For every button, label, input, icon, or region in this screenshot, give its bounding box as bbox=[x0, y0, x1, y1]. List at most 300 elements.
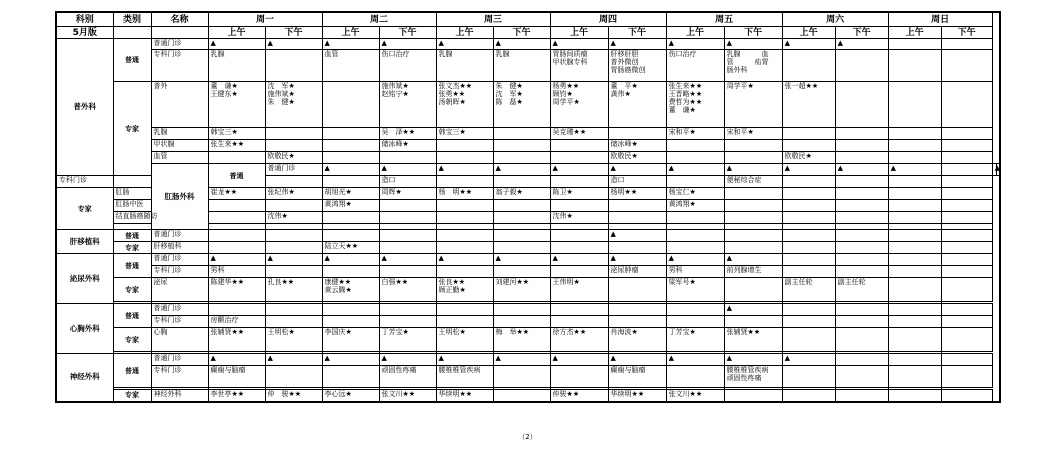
am-slot-cell: 杨宝仁★ bbox=[666, 188, 724, 200]
pm-slot-cell bbox=[493, 242, 550, 254]
pm-slot-cell bbox=[608, 278, 666, 302]
pm-slot-cell: 沈 军★ 施伟斌★ 朱 健★ bbox=[265, 82, 322, 128]
pm-slot-cell bbox=[835, 328, 888, 352]
clinic-name-cell: 专科门诊 bbox=[151, 316, 208, 328]
am-slot-cell bbox=[782, 316, 835, 328]
pm-slot-cell bbox=[265, 176, 322, 188]
am-slot-cell: 张良★★ 顾正勤★ bbox=[436, 278, 493, 302]
pm-slot-cell: ▲ bbox=[493, 39, 550, 50]
am-slot-cell: 黄鸿翔★ bbox=[666, 200, 724, 212]
schedule-row bbox=[56, 254, 1000, 266]
am-slot-cell bbox=[550, 176, 608, 188]
am-slot-cell bbox=[782, 212, 835, 224]
am-slot-cell bbox=[436, 242, 493, 254]
pm-slot-cell: ▲ bbox=[724, 304, 782, 316]
am-slot-cell bbox=[888, 366, 941, 388]
am-slot-cell bbox=[666, 212, 724, 224]
am-slot-cell bbox=[666, 242, 724, 254]
pm-slot-cell: 乳腺 血 管 疝胃 肠外科 bbox=[724, 50, 782, 82]
col-cat-header: 类别 bbox=[113, 12, 151, 27]
am-slot-cell: 王明松★ bbox=[436, 328, 493, 352]
am-slot-cell: 梁军号★ bbox=[666, 278, 724, 302]
am-slot-cell bbox=[550, 152, 608, 164]
am-slot-cell bbox=[322, 140, 379, 152]
am-slot-cell bbox=[888, 50, 941, 82]
clinic-name-cell: 普通门诊 bbox=[151, 304, 208, 316]
pm-slot-cell: 癫痫与脑瘤 bbox=[608, 366, 666, 388]
category-cell: 专家 bbox=[113, 278, 151, 302]
am-slot-cell: 伤口治疗 bbox=[666, 50, 724, 82]
header-row-halfday bbox=[56, 27, 1000, 39]
pm-slot-cell bbox=[379, 304, 436, 316]
am-slot-cell bbox=[888, 230, 941, 242]
pm-slot-cell: 储冰峰★ bbox=[379, 140, 436, 152]
clinic-name-cell: 普外 bbox=[151, 82, 208, 128]
am-slot-cell: ▲ bbox=[322, 164, 379, 176]
am-slot-cell bbox=[436, 266, 493, 278]
am-slot-cell: ▲ bbox=[782, 164, 835, 176]
category-cell: 专家 bbox=[113, 390, 151, 402]
pm-slot-cell: ▲ bbox=[608, 164, 666, 176]
pm-slot-cell: 周学平★ bbox=[724, 82, 782, 128]
am-slot-cell: 崔龙★★ bbox=[208, 188, 265, 200]
am-slot-cell bbox=[436, 152, 493, 164]
pm-slot-cell: 仲 骏★★ bbox=[265, 390, 322, 402]
pm-slot-cell bbox=[265, 366, 322, 388]
category-cell: 普通 bbox=[208, 164, 265, 188]
pm-slot-cell bbox=[493, 316, 550, 328]
am-slot-cell: ▲ bbox=[550, 164, 608, 176]
am-slot-cell: 黄鸿翔★ bbox=[322, 200, 379, 212]
am-slot-cell: ▲ bbox=[782, 354, 835, 366]
pm-slot-cell bbox=[379, 230, 436, 242]
pm-slot-cell: 宋和平★ bbox=[724, 128, 782, 140]
am-slot-cell: 吴克瑾★★ bbox=[550, 128, 608, 140]
pm-slot-cell bbox=[835, 242, 888, 254]
am-slot-cell: 李心远★ bbox=[322, 390, 379, 402]
day-wed-header: 周三 bbox=[436, 12, 550, 27]
pm-slot-cell bbox=[941, 212, 992, 224]
am-slot-cell bbox=[322, 82, 379, 128]
pm-slot-cell bbox=[265, 316, 322, 328]
pm-slot-cell bbox=[941, 39, 992, 50]
am-slot-cell bbox=[208, 200, 265, 212]
am-slot-cell bbox=[550, 316, 608, 328]
am-slot-cell bbox=[888, 82, 941, 128]
pm-slot-cell: 吴 泽★★ bbox=[379, 128, 436, 140]
pm-header: 下午 bbox=[379, 27, 436, 39]
am-slot-cell bbox=[888, 176, 941, 188]
pm-slot-cell: 孔良★★ bbox=[265, 278, 322, 302]
am-slot-cell: 陆立天★★ bbox=[322, 242, 379, 254]
am-slot-cell bbox=[208, 242, 265, 254]
pm-slot-cell: 造口 bbox=[608, 176, 666, 188]
pm-slot-cell: 董 平★ 龚伟★ bbox=[608, 82, 666, 128]
am-slot-cell: 王伟明★ bbox=[550, 278, 608, 302]
pm-slot-cell bbox=[724, 230, 782, 242]
am-slot-cell: 李世亭★★ bbox=[208, 390, 265, 402]
am-slot-cell: 乳腺 bbox=[436, 50, 493, 82]
department-cell: 肝移植科 bbox=[56, 230, 113, 254]
am-slot-cell bbox=[782, 176, 835, 188]
am-slot-cell bbox=[666, 140, 724, 152]
am-slot-cell: ▲ bbox=[666, 39, 724, 50]
am-slot-cell bbox=[550, 230, 608, 242]
am-slot-cell bbox=[888, 242, 941, 254]
am-slot-cell: ▲ bbox=[208, 39, 265, 50]
clinic-name-cell: 专科门诊 bbox=[56, 176, 113, 188]
department-cell: 心胸外科 bbox=[56, 304, 113, 354]
am-slot-cell bbox=[782, 128, 835, 140]
am-slot-cell: 胃肠间质瘤 甲状腺专科 bbox=[550, 50, 608, 82]
am-slot-cell bbox=[208, 230, 265, 242]
pm-slot-cell bbox=[265, 230, 322, 242]
pm-slot-cell bbox=[941, 152, 992, 164]
pm-slot-cell: 华续明★★ bbox=[608, 390, 666, 402]
pm-slot-cell bbox=[265, 242, 322, 254]
am-slot-cell bbox=[436, 200, 493, 212]
pm-slot-cell bbox=[493, 140, 550, 152]
am-slot-cell: 乳腺 bbox=[208, 50, 265, 82]
pm-slot-cell bbox=[608, 128, 666, 140]
pm-slot-cell: 张文川★★ bbox=[379, 390, 436, 402]
clinic-name-cell: 神经外科 bbox=[151, 390, 208, 402]
pm-header: 下午 bbox=[835, 27, 888, 39]
clinic-name-cell: 泌尿 bbox=[151, 278, 208, 302]
day-sat-header: 周六 bbox=[782, 12, 888, 27]
pm-slot-cell: ▲ bbox=[724, 354, 782, 366]
pm-slot-cell bbox=[941, 50, 992, 82]
am-slot-cell bbox=[436, 140, 493, 152]
am-slot-cell bbox=[782, 230, 835, 242]
pm-slot-cell bbox=[941, 200, 992, 212]
pm-slot-cell bbox=[941, 304, 992, 316]
pm-slot-cell: 肝移肝胆 普外微创 胃肠癌微创 bbox=[608, 50, 666, 82]
pm-slot-cell: ▲ bbox=[379, 164, 436, 176]
pm-slot-cell bbox=[835, 366, 888, 388]
pm-slot-cell bbox=[941, 266, 992, 278]
am-slot-cell: ▲ bbox=[436, 39, 493, 50]
department-cell: 泌尿外科 bbox=[56, 254, 113, 304]
am-slot-cell: 杨勇★★ 顾钧★ 周学平★ bbox=[550, 82, 608, 128]
pm-slot-cell bbox=[835, 188, 888, 200]
pm-slot-cell bbox=[379, 242, 436, 254]
schedule-row bbox=[56, 366, 1000, 388]
clinic-name-cell: 乳腺 bbox=[151, 128, 208, 140]
day-thu-header: 周四 bbox=[550, 12, 666, 27]
am-slot-cell: 欧敬民★ bbox=[782, 152, 835, 164]
am-slot-cell bbox=[436, 230, 493, 242]
pm-slot-cell bbox=[265, 200, 322, 212]
am-slot-cell: 张文川★★ bbox=[666, 390, 724, 402]
am-slot-cell: 血管 bbox=[322, 50, 379, 82]
pm-slot-cell bbox=[724, 140, 782, 152]
am-slot-cell bbox=[322, 152, 379, 164]
department-cell: 肛肠外科 bbox=[151, 164, 208, 230]
pm-slot-cell bbox=[265, 140, 322, 152]
pm-slot-cell bbox=[493, 152, 550, 164]
clinic-name-cell: 肝移植科 bbox=[151, 242, 208, 254]
pm-slot-cell: ▲ bbox=[724, 164, 782, 176]
category-cell: 专家 bbox=[113, 328, 151, 352]
am-slot-cell: 韩宝三★ bbox=[208, 128, 265, 140]
schedule-row bbox=[56, 304, 1000, 316]
day-sun-header: 周日 bbox=[888, 12, 992, 27]
pm-slot-cell bbox=[835, 50, 888, 82]
am-slot-cell: ▲ bbox=[666, 254, 724, 266]
am-slot-cell bbox=[436, 212, 493, 224]
pm-slot-cell bbox=[835, 200, 888, 212]
department-cell: 普外科 bbox=[56, 39, 113, 176]
pm-slot-cell: ▲ bbox=[835, 39, 888, 50]
pm-slot-cell: 副主任轮 bbox=[835, 278, 888, 302]
pm-slot-cell: ▲ bbox=[724, 39, 782, 50]
pm-slot-cell bbox=[941, 366, 992, 388]
category-cell: 普通 bbox=[113, 39, 151, 82]
schedule-row bbox=[56, 128, 1000, 140]
pm-slot-cell bbox=[941, 82, 992, 128]
pm-header: 下午 bbox=[493, 27, 550, 39]
pm-slot-cell: 周辉★ bbox=[379, 188, 436, 200]
pm-slot-cell bbox=[265, 50, 322, 82]
empty-header-cell bbox=[151, 27, 208, 39]
col-dept-header: 科别 bbox=[56, 12, 113, 27]
am-slot-cell bbox=[782, 242, 835, 254]
am-slot-cell: ▲ bbox=[782, 39, 835, 50]
category-cell: 普通 bbox=[113, 254, 151, 278]
empty-header-cell bbox=[113, 27, 151, 39]
clinic-name-cell: 普通门诊 bbox=[265, 164, 322, 176]
pm-slot-cell bbox=[724, 242, 782, 254]
clinic-name-cell: 普通门诊 bbox=[151, 354, 208, 366]
pm-slot-cell: ▲ bbox=[265, 254, 322, 266]
pm-slot-cell bbox=[493, 390, 550, 402]
pm-slot-cell: 储冰峰★ bbox=[608, 140, 666, 152]
pm-slot-cell bbox=[835, 304, 888, 316]
pm-slot-cell bbox=[941, 230, 992, 242]
schedule-row bbox=[56, 164, 1000, 176]
pm-slot-cell: 王明松★ bbox=[265, 328, 322, 352]
clinic-name-cell: 普通门诊 bbox=[151, 39, 208, 50]
pm-slot-cell: ▲ bbox=[265, 354, 322, 366]
pm-slot-cell bbox=[493, 366, 550, 388]
am-slot-cell: ▲ bbox=[322, 39, 379, 50]
am-slot-cell bbox=[550, 200, 608, 212]
schedule-row bbox=[56, 316, 1000, 328]
department-cell: 神经外科 bbox=[56, 354, 113, 402]
version-label: 5月版 bbox=[56, 27, 113, 39]
clinic-name-cell: 心胸 bbox=[151, 328, 208, 352]
pm-header: 下午 bbox=[608, 27, 666, 39]
am-slot-cell: ▲ bbox=[322, 254, 379, 266]
am-slot-cell bbox=[666, 176, 724, 188]
category-cell: 专家 bbox=[56, 188, 113, 230]
am-slot-cell: 仲骏★★ bbox=[550, 390, 608, 402]
am-slot-cell bbox=[782, 328, 835, 352]
am-slot-cell: ▲ bbox=[208, 354, 265, 366]
pm-slot-cell bbox=[835, 152, 888, 164]
schedule-row bbox=[56, 278, 1000, 302]
am-slot-cell: 胡旭光★ bbox=[322, 188, 379, 200]
pm-slot-cell: 施伟斌★ 赵铭宁★ bbox=[379, 82, 436, 128]
pm-slot-cell bbox=[835, 140, 888, 152]
am-slot-cell bbox=[436, 176, 493, 188]
pm-slot-cell bbox=[941, 278, 992, 302]
am-slot-cell bbox=[322, 212, 379, 224]
day-tue-header: 周二 bbox=[322, 12, 436, 27]
am-slot-cell: 韩宝三★ bbox=[436, 128, 493, 140]
pm-slot-cell bbox=[835, 128, 888, 140]
am-slot-cell: ▲ bbox=[436, 164, 493, 176]
pm-slot-cell: ▲ bbox=[608, 254, 666, 266]
am-slot-cell bbox=[666, 230, 724, 242]
schedule-row bbox=[56, 140, 1000, 152]
am-slot-cell bbox=[550, 266, 608, 278]
am-slot-cell bbox=[782, 140, 835, 152]
pm-slot-cell: ▲ bbox=[265, 39, 322, 50]
pm-slot-cell bbox=[608, 316, 666, 328]
pm-slot-cell bbox=[379, 212, 436, 224]
am-slot-cell bbox=[322, 176, 379, 188]
am-slot-cell: 副主任轮 bbox=[782, 278, 835, 302]
pm-slot-cell bbox=[941, 328, 992, 352]
am-slot-cell bbox=[888, 390, 941, 402]
pm-slot-cell: 欧敬民★ bbox=[608, 152, 666, 164]
clinic-name-cell: 普通门诊 bbox=[151, 254, 208, 266]
pm-slot-cell bbox=[493, 230, 550, 242]
am-slot-cell: ▲ bbox=[550, 354, 608, 366]
pm-slot-cell bbox=[379, 152, 436, 164]
pm-header: 下午 bbox=[724, 27, 782, 39]
am-slot-cell bbox=[208, 212, 265, 224]
schedule-sheet bbox=[55, 11, 1001, 403]
am-slot-cell bbox=[888, 39, 941, 50]
clinic-name-cell: 专科门诊 bbox=[151, 366, 208, 388]
pm-slot-cell: ▲ bbox=[493, 164, 550, 176]
pm-slot-cell: 伤口治疗 bbox=[379, 50, 436, 82]
schedule-body bbox=[56, 39, 1000, 402]
pm-slot-cell bbox=[493, 266, 550, 278]
am-slot-cell: ▲ bbox=[436, 354, 493, 366]
am-header: 上午 bbox=[888, 27, 941, 39]
am-slot-cell bbox=[550, 140, 608, 152]
pm-slot-cell bbox=[941, 390, 992, 402]
am-slot-cell bbox=[550, 242, 608, 254]
am-slot-cell: ▲ bbox=[322, 354, 379, 366]
pm-slot-cell bbox=[265, 304, 322, 316]
pm-slot-cell bbox=[941, 242, 992, 254]
clinic-name-cell: 专科门诊 bbox=[151, 266, 208, 278]
pm-slot-cell bbox=[835, 254, 888, 266]
clinic-name-cell: 专科门诊 bbox=[151, 50, 208, 82]
am-slot-cell bbox=[888, 278, 941, 302]
pm-slot-cell: 顽固性疼痛 bbox=[379, 366, 436, 388]
am-slot-cell: 董 谦★ 王健东★ bbox=[208, 82, 265, 128]
am-slot-cell bbox=[782, 254, 835, 266]
am-slot-cell bbox=[436, 304, 493, 316]
am-slot-cell: 男科 bbox=[666, 266, 724, 278]
am-slot-cell bbox=[888, 140, 941, 152]
am-slot-cell bbox=[782, 188, 835, 200]
schedule-row bbox=[56, 390, 1000, 402]
pm-header: 下午 bbox=[265, 27, 322, 39]
pm-slot-cell: ▲ bbox=[379, 39, 436, 50]
am-slot-cell: ▲ bbox=[208, 254, 265, 266]
am-slot-cell bbox=[888, 128, 941, 140]
am-slot-cell bbox=[888, 200, 941, 212]
pm-slot-cell bbox=[379, 316, 436, 328]
am-slot-cell: 杨 明★★ bbox=[436, 188, 493, 200]
pm-slot-cell: ▲ bbox=[608, 230, 666, 242]
pm-header: 下午 bbox=[941, 27, 992, 39]
am-slot-cell bbox=[888, 254, 941, 266]
pm-slot-cell: 沈伟★ bbox=[265, 212, 322, 224]
category-cell: 普通 bbox=[113, 354, 151, 388]
pm-slot-cell: ▲ bbox=[835, 164, 888, 176]
am-slot-cell: 康健★★ 黄云腾★ bbox=[322, 278, 379, 302]
am-slot-cell: 陈卫★ bbox=[550, 188, 608, 200]
header-row-days bbox=[56, 12, 1000, 27]
pm-slot-cell bbox=[941, 128, 992, 140]
am-slot-cell bbox=[666, 316, 724, 328]
pm-slot-cell: 泌尿肿瘤 bbox=[608, 266, 666, 278]
pm-slot-cell bbox=[835, 82, 888, 128]
pm-slot-cell: 朱 健★ 沈 军★ 陈 磊★ bbox=[493, 82, 550, 128]
am-slot-cell: ▲ bbox=[666, 164, 724, 176]
pm-slot-cell: 杨明★★ bbox=[608, 188, 666, 200]
pm-slot-cell bbox=[493, 176, 550, 188]
am-slot-cell: 华续明★★ bbox=[436, 390, 493, 402]
clinic-name-cell: 肛肠 bbox=[113, 188, 151, 200]
pm-slot-cell: ▲ bbox=[379, 354, 436, 366]
pm-slot-cell bbox=[941, 176, 992, 188]
am-slot-cell: 李国庆★ bbox=[322, 328, 379, 352]
am-slot-cell bbox=[666, 152, 724, 164]
clinic-name-cell: 甲状腺 bbox=[151, 140, 208, 152]
am-slot-cell: 张生来★★ 王晋略★★ 费哲为★★ 董 谦★ bbox=[666, 82, 724, 128]
schedule-row bbox=[56, 50, 1000, 82]
am-slot-cell bbox=[550, 304, 608, 316]
pm-slot-cell: 丁芳宝★ bbox=[379, 328, 436, 352]
am-slot-cell: 男科 bbox=[208, 266, 265, 278]
am-slot-cell bbox=[782, 266, 835, 278]
am-slot-cell bbox=[888, 354, 941, 366]
pm-slot-cell: 欧敬民★ bbox=[265, 152, 322, 164]
pm-slot-cell bbox=[941, 316, 992, 328]
pm-slot-cell bbox=[608, 304, 666, 316]
am-slot-cell: 房颤治疗 bbox=[208, 316, 265, 328]
am-slot-cell bbox=[322, 266, 379, 278]
am-slot-cell: 徐方杰★★ bbox=[550, 328, 608, 352]
am-slot-cell bbox=[888, 304, 941, 316]
schedule-row bbox=[56, 354, 1000, 366]
pm-slot-cell bbox=[608, 200, 666, 212]
am-header: 上午 bbox=[436, 27, 493, 39]
schedule-row bbox=[56, 230, 1000, 242]
am-slot-cell bbox=[436, 316, 493, 328]
pm-slot-cell: 张纪伟★ bbox=[265, 188, 322, 200]
am-slot-cell: 癫痫与脑瘤 bbox=[208, 366, 265, 388]
am-slot-cell bbox=[322, 304, 379, 316]
pm-slot-cell bbox=[493, 304, 550, 316]
am-slot-cell bbox=[322, 366, 379, 388]
am-slot-cell bbox=[782, 366, 835, 388]
am-slot-cell: 宋和平★ bbox=[666, 128, 724, 140]
am-header: 上午 bbox=[550, 27, 608, 39]
am-slot-cell bbox=[322, 128, 379, 140]
pm-slot-cell: 翁子毅★ bbox=[493, 188, 550, 200]
day-fri-header: 周五 bbox=[666, 12, 782, 27]
